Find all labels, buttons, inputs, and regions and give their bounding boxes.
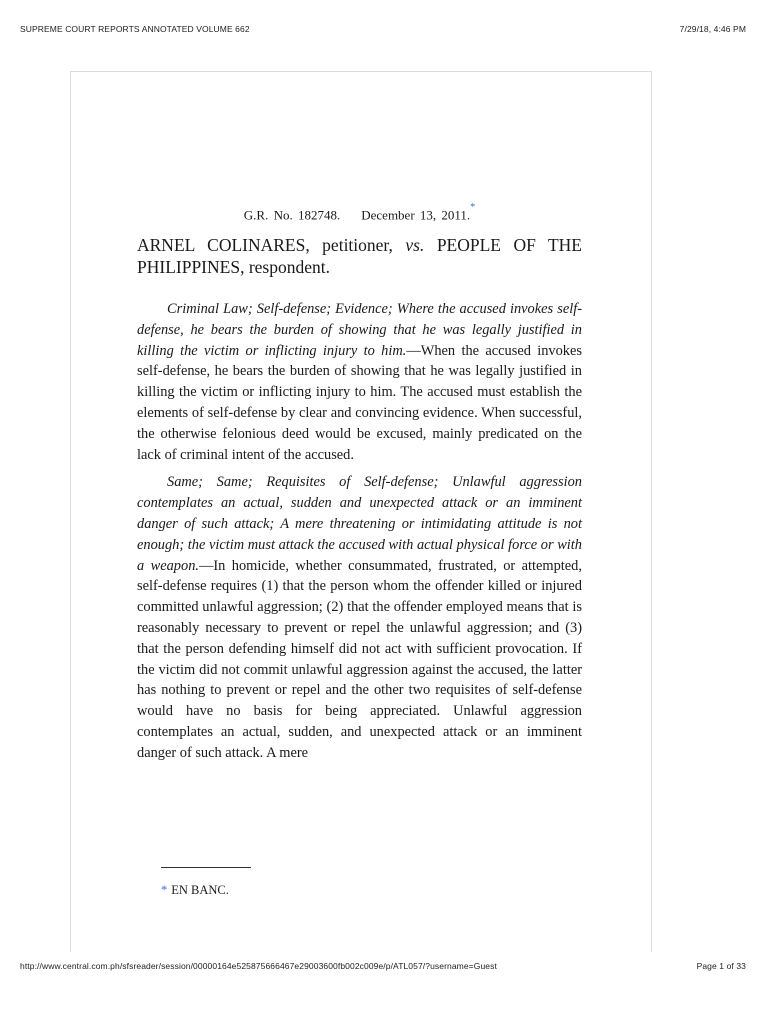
footnote-text: EN BANC.	[171, 883, 229, 897]
footnote-mark: *	[161, 883, 168, 897]
case-date: December 13, 2011.	[361, 207, 471, 223]
syllabus	[137, 299, 582, 771]
print-footer	[20, 961, 746, 971]
syllabus-heading: Same; Same; Requisites of Self-defense; Unlawful aggression contemplates an actual, sudden and unexpected attack or an imminent danger of such attack; A mere threatening or intimidating attitude is not enough; the victim must attack the accused with actual physical force or with a weapon.	[137, 474, 582, 574]
case-title	[137, 234, 582, 278]
case-reference	[137, 202, 582, 223]
case-number: G.R. No. 182748.	[243, 207, 341, 223]
print-header-title: SUPREME COURT REPORTS ANNOTATED VOLUME 662	[20, 24, 250, 34]
print-header-datetime: 7/29/18, 4:46 PM	[679, 24, 746, 34]
page-number: Page 1 of 33	[696, 961, 746, 971]
print-header	[20, 24, 746, 34]
syllabus-body: —When the accused invokes self-defense, he bears the burden of showing that he was legally justified in killing the victim or inflicting injury to him. The accused must establish the elements of self-defense by clear and convincing evidence. When successful, the otherwise felonious deed would be excused, mainly predicated on the lack of criminal intent of the accused.	[137, 342, 582, 463]
footnote-link[interactable]: *	[470, 202, 476, 213]
petitioner: ARNEL COLINARES, petitioner,	[137, 235, 393, 255]
syllabus-body: —In homicide, whether consummated, frustrated, or attempted, self-defense requires (1) that the person whom the offender killed or injured committed unlawful aggression; (2) that the offender employed means that is reasonably necessary to prevent or repel the unlawful aggression; and (3) that the person defending himself did not act with sufficient provocation. If the victim did not commit unlawful aggression against the accused, the latter has nothing to prevent or repel and the other two requisites of self-defense would have no basis for being appreciated. Unlawful aggression contemplates an actual, sudden, and unexpected attack or an imminent danger of such attack. A mere	[137, 557, 582, 761]
syllabus-paragraph	[137, 472, 582, 763]
page-url-link[interactable]: http://www.central.com.ph/sfsreader/session/00000164e525875666467e29003600fb002c009e/p/ATL057/?username=Guest	[20, 961, 497, 971]
syllabus-paragraph	[137, 299, 582, 465]
footnote	[161, 883, 229, 898]
footnote-divider	[161, 867, 251, 868]
syllabus-heading: Criminal Law; Self-defense; Evidence; Where the accused invokes self-defense, he bears the burden of showing that he was legally justified in killing the victim or inflicting injury to him.	[137, 301, 582, 359]
versus: vs.	[405, 235, 425, 255]
respondent: PEOPLE OF THE PHILIPPINES, respondent.	[137, 235, 582, 277]
